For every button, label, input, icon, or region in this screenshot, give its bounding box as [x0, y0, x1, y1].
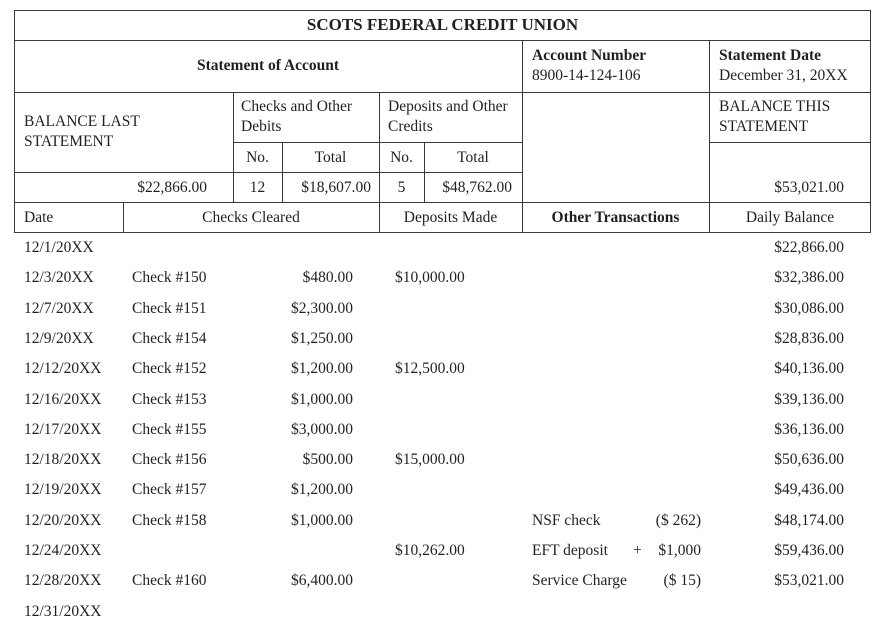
row-check: Check #153 — [132, 390, 207, 408]
checks-no-label: No. — [246, 149, 269, 166]
row-check-amount: $6,400.00 — [291, 572, 353, 590]
balance-this-label: BALANCE THIS STATEMENT — [719, 98, 831, 135]
row-balance: $36,136.00 — [774, 420, 844, 438]
rule-account-left — [522, 40, 523, 232]
rule-balance-this-header — [709, 142, 871, 143]
row-balance: $40,136.00 — [774, 360, 844, 378]
row-balance: $49,436.00 — [774, 481, 844, 499]
row-balance: $30,086.00 — [774, 299, 844, 317]
row-check: Check #151 — [132, 299, 207, 317]
row-date: 12/16/20XX — [24, 390, 102, 408]
balance-this-value: $53,021.00 — [774, 179, 844, 196]
row-date: 12/20/20XX — [24, 511, 102, 529]
row-date: 12/3/20XX — [24, 269, 94, 287]
col-daily-balance: Daily Balance — [745, 209, 835, 226]
row-date: 12/24/20XX — [24, 542, 102, 559]
rule-statement-bottom — [14, 92, 871, 93]
row-balance: $59,436.00 — [774, 542, 844, 559]
row-deposit: $10,000.00 — [395, 269, 465, 287]
row-balance: $53,021.00 — [774, 572, 844, 590]
row-other-op: + — [633, 542, 642, 559]
row-date: 12/9/20XX — [24, 329, 94, 347]
row-date: 12/19/20XX — [24, 481, 102, 499]
row-check-amount: $1,000.00 — [291, 511, 353, 529]
row-balance: $50,636.00 — [774, 451, 844, 469]
row-check: Check #160 — [132, 572, 207, 590]
rule-left — [14, 10, 15, 232]
row-date: 12/31/20XX — [24, 602, 102, 620]
row-check: Check #156 — [132, 451, 207, 469]
deposits-total-label: Total — [457, 149, 489, 166]
row-deposit: $10,262.00 — [395, 542, 465, 559]
row-check-amount: $1,250.00 — [291, 329, 353, 347]
deposits-credits-label: Deposits and Other Credits — [388, 98, 508, 135]
checks-total-label: Total — [314, 149, 347, 166]
deposits-no-value: 5 — [397, 179, 406, 196]
row-other-desc: Service Charge — [532, 572, 627, 590]
row-check-amount: $500.00 — [302, 451, 353, 469]
rule-title-bottom — [14, 40, 871, 41]
row-date: 12/12/20XX — [24, 360, 102, 378]
checks-total-value: $18,607.00 — [301, 179, 371, 196]
row-check-amount: $1,200.00 — [291, 481, 353, 499]
row-date: 12/17/20XX — [24, 420, 102, 438]
rule-debits-header — [233, 142, 522, 143]
col-checks-cleared: Checks Cleared — [202, 209, 300, 226]
deposits-no-label: No. — [390, 149, 413, 166]
rule-date-left — [709, 40, 710, 232]
row-other-desc: EFT deposit — [532, 542, 608, 559]
row-other-amount: ($ 262) — [655, 511, 701, 529]
row-check: Check #150 — [132, 269, 207, 287]
rule-summary-bottom — [14, 202, 871, 203]
row-balance: $22,866.00 — [774, 239, 844, 256]
statement-of-account-label: Statement of Account — [196, 57, 340, 74]
row-deposit: $12,500.00 — [395, 360, 465, 378]
row-date: 12/1/20XX — [24, 239, 94, 256]
rule-right — [870, 10, 871, 232]
account-number-label: Account Number — [532, 47, 647, 64]
rule-top — [14, 10, 871, 11]
row-balance: $39,136.00 — [774, 390, 844, 408]
balance-last-value: $22,866.00 — [137, 179, 207, 196]
row-balance: $28,836.00 — [774, 329, 844, 347]
bank-title: SCOTS FEDERAL CREDIT UNION — [306, 15, 579, 34]
balance-last-label: BALANCE LAST STATEMENT — [24, 113, 140, 150]
rule-columns-bottom — [14, 232, 871, 233]
col-deposits-made: Deposits Made — [403, 209, 498, 226]
row-check: Check #154 — [132, 329, 207, 347]
row-date: 12/28/20XX — [24, 572, 102, 590]
row-check: Check #157 — [132, 481, 207, 499]
row-date: 12/7/20XX — [24, 299, 94, 317]
account-number: 8900-14-124-106 — [532, 67, 641, 84]
row-check-amount: $2,300.00 — [291, 299, 353, 317]
row-check-amount: $1,000.00 — [291, 390, 353, 408]
col-date: Date — [24, 209, 54, 226]
row-check-amount: $1,200.00 — [291, 360, 353, 378]
row-balance: $32,386.00 — [774, 269, 844, 287]
checks-debits-label: Checks and Other Debits — [241, 98, 353, 135]
checks-no-value: 12 — [249, 179, 266, 196]
statement-date: December 31, 20XX — [719, 67, 848, 84]
row-check: Check #158 — [132, 511, 207, 529]
row-check-amount: $3,000.00 — [291, 420, 353, 438]
row-check-amount: $480.00 — [302, 269, 353, 287]
row-other-desc: NSF check — [532, 511, 601, 529]
deposits-total-value: $48,762.00 — [442, 179, 512, 196]
row-other-amount: $1,000 — [658, 542, 701, 559]
row-other-amount: ($ 15) — [663, 572, 701, 590]
row-deposit: $15,000.00 — [395, 451, 465, 469]
statement-date-label: Statement Date — [719, 47, 822, 64]
row-balance: $48,174.00 — [774, 511, 844, 529]
rule-summary-values-top — [14, 172, 522, 173]
row-check: Check #152 — [132, 360, 207, 378]
row-check: Check #155 — [132, 420, 207, 438]
row-date: 12/18/20XX — [24, 451, 102, 469]
col-other-transactions: Other Transactions — [551, 209, 680, 226]
